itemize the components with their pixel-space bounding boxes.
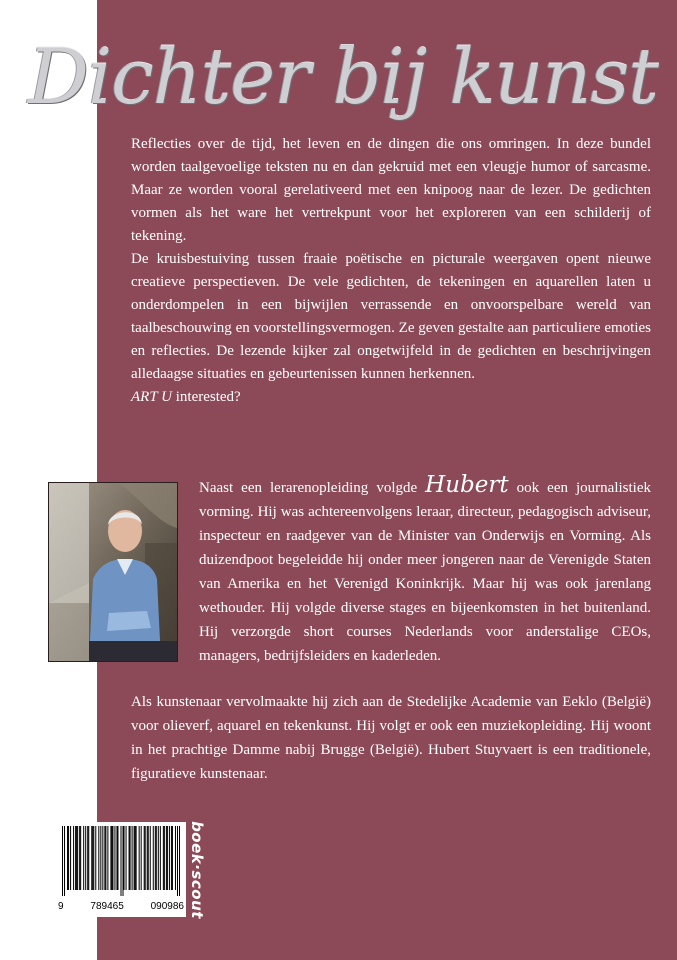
- barcode-bar: [169, 826, 170, 890]
- barcode-bar: [64, 826, 65, 896]
- barcode-bar: [124, 826, 125, 890]
- barcode-bar: [98, 826, 99, 890]
- barcode-bar: [177, 826, 178, 896]
- barcode-bar: [107, 826, 108, 890]
- barcode-bar: [112, 826, 113, 890]
- barcode-bar: [87, 826, 88, 890]
- barcode-bar: [164, 826, 165, 890]
- barcode-bar: [132, 826, 133, 890]
- barcode-bar: [117, 826, 118, 890]
- author-first-name: Hubert: [425, 472, 509, 498]
- barcode-bar: [167, 826, 168, 890]
- bio-main: ook een journalistiek vorming. Hij was achtereenvolgens leraar, directeur, pedagogisch adviseur, inspecteur en raadgever van de Minister van Onderwijs en Vorming. Als duizendpoot begeleidde hij onder meer jongeren naar de Verenigde Staten van Amerika en het Verenigd Koninkrijk. Maar hij was ook jarenlang wethouder. Hij volgde diverse stages en bijeenkomsten in het buitenland. Hij verzorgde short courses Nederlands voor anderstalige CEOs, managers, bedrijfsleiders en kaderleden.: [199, 480, 651, 664]
- barcode-bar: [104, 826, 105, 890]
- art-u-italic: ART U: [131, 389, 172, 405]
- isbn-digit-lead: 9: [58, 901, 64, 912]
- barcode-bar: [129, 826, 130, 890]
- isbn-group-2: 090986: [150, 901, 184, 912]
- barcode-bar: [126, 826, 127, 890]
- barcode-bar: [62, 826, 63, 896]
- publisher-name: boek·scout: [188, 821, 206, 919]
- barcode-bar: [77, 826, 78, 890]
- barcode-bar: [67, 826, 68, 890]
- barcode-bar: [105, 826, 106, 890]
- barcode-bar: [147, 826, 148, 890]
- barcode-bar: [136, 826, 137, 890]
- barcode-bar: [144, 826, 145, 890]
- barcode-bar: [80, 826, 81, 890]
- barcode-bar: [158, 826, 159, 890]
- author-bio-continued: Als kunstenaar vervolmaakte hij zich aan de Stedelijke Academie van Eeklo (België) voor olieverf, aquarel en tekenkunst. Hij volgt er ook een muziekopleiding. Hij woont in het prachtige Damme nabij Brugge (België). Hubert Stuyvaert is een traditionele, figuratieve kunstenaar.: [131, 694, 651, 782]
- barcode-bar: [134, 826, 135, 890]
- barcode-bar: [130, 826, 131, 890]
- barcode-bar: [83, 826, 84, 890]
- barcode-bar: [121, 826, 122, 896]
- barcode-bar: [150, 826, 151, 890]
- barcode-bar: [92, 826, 93, 890]
- blurb-paragraph-1: Reflecties over de tijd, het leven en de dingen die ons omringen. In deze bundel worden taalgevoelige teksten nu en dan gekruid met een vleugje humor of sarcasme. Maar ze worden vooral gerelativeerd met een knipoog naar de lezer. De gedichten vormen als het ware het vertrekpunt voor het exploreren van een schilderij of tekening.: [131, 136, 651, 244]
- barcode-bar: [141, 826, 142, 890]
- barcode-bar: [179, 826, 180, 896]
- barcode-bar: [76, 826, 77, 890]
- barcode-bar: [100, 826, 101, 890]
- barcode-bar: [171, 826, 172, 890]
- publisher-logo: [184, 821, 210, 919]
- barcode-bar: [172, 826, 173, 890]
- barcode-bar: [123, 826, 124, 896]
- barcode-bar: [114, 826, 115, 890]
- barcode-bar: [156, 826, 157, 890]
- barcode-bar: [102, 826, 103, 890]
- barcode-bar: [79, 826, 80, 890]
- barcode-bar: [160, 826, 161, 890]
- barcode-bar: [175, 826, 176, 890]
- blurb-text: [131, 133, 651, 409]
- barcode-bar: [88, 826, 89, 890]
- author-bio: [199, 474, 651, 668]
- barcode-bar: [135, 826, 136, 890]
- author-photo: [48, 482, 178, 662]
- barcode-bar: [75, 826, 76, 890]
- blurb-paragraph-2: De kruisbestuiving tussen fraaie poëtische en picturale weergaven opent nieuwe creatieve perspectieven. De vele gedichten, de tekeningen en aquarellen laten u onderdompelen in een bijwijlen verrassende en onvoorspelbare wereld van taalbeschouwing en voorstellingsvermogen. Ze geven gestalte aan particuliere emoties en reflecties. De lezende kijker zal ongetwijfeld in de gedichten en beschrijvingen alledaagse situaties en gebeurtenissen kunnen herkennen.: [131, 251, 651, 382]
- barcode-bar: [68, 826, 69, 890]
- barcode-bar: [95, 826, 96, 890]
- barcode-bar: [91, 826, 92, 890]
- barcode-bar: [116, 826, 117, 890]
- barcode-bar: [145, 826, 146, 890]
- book-title: Dichter bij kunst: [28, 32, 658, 121]
- barcode-bar: [163, 826, 164, 890]
- barcode-bar: [139, 826, 140, 890]
- barcode-bar: [110, 826, 111, 890]
- barcode-bar: [85, 826, 86, 890]
- barcode-bar: [155, 826, 156, 890]
- barcode-bar: [70, 826, 71, 890]
- blurb-paragraph-3: [131, 386, 651, 409]
- barcode-bar: [148, 826, 149, 890]
- interested-text: interested?: [171, 389, 241, 405]
- isbn-number: [58, 901, 184, 912]
- isbn-group-1: 789465: [90, 901, 124, 912]
- barcode-bar: [111, 826, 112, 890]
- isbn-barcode: [56, 822, 186, 917]
- barcode-bar: [73, 826, 74, 890]
- bio-intro: Naast een lerarenopleiding volgde: [199, 480, 426, 496]
- barcode-bar: [166, 826, 167, 890]
- barcode-bar: [93, 826, 94, 890]
- barcode-bar: [153, 826, 154, 890]
- barcode-bars: [62, 826, 180, 896]
